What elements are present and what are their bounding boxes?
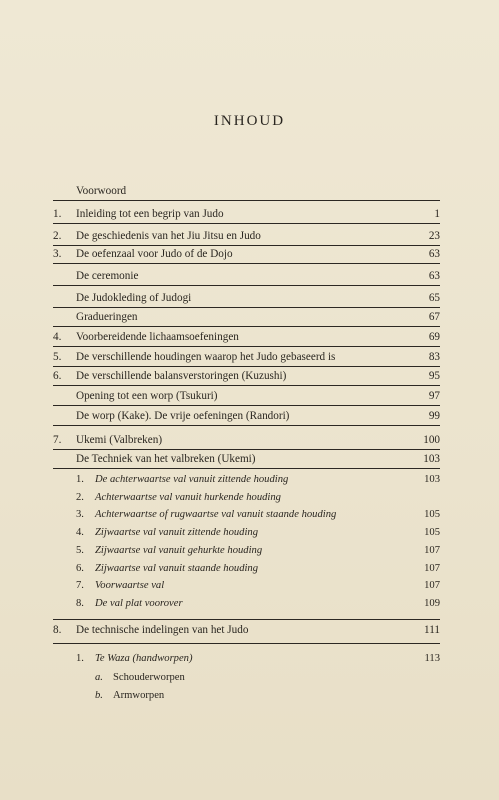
divider-top <box>53 200 440 201</box>
toc-entry <box>0 290 499 306</box>
fall-title: Achterwaartse of rugwaartse val vanuit staande houding <box>95 509 337 520</box>
divider <box>53 425 440 426</box>
entry-title: De ceremonie <box>76 270 139 282</box>
entry-page: 97 <box>428 390 440 402</box>
fall-title: De achterwaartse val vanuit zittende houding <box>95 474 289 485</box>
fall-page: 103 <box>424 474 440 485</box>
entry-number: 7. <box>53 434 62 446</box>
entry-number: 8. <box>53 624 62 636</box>
fall-number: 8. <box>76 598 84 609</box>
entry-page: 103 <box>423 453 440 465</box>
entry-title: De Judokleding of Judogi <box>76 292 192 304</box>
divider <box>53 263 440 264</box>
divider <box>53 468 440 469</box>
entry-number: 5. <box>53 351 62 363</box>
fall-entry <box>0 472 499 488</box>
toc-entry <box>0 329 499 345</box>
entry-number: 6. <box>53 370 62 382</box>
toc-entry <box>0 349 499 365</box>
sub-item-letter: b. <box>95 690 103 701</box>
entry-title: De Techniek van het valbreken (Ukemi) <box>76 453 256 465</box>
fall-title: Zijwaartse val vanuit gehurkte houding <box>95 545 263 556</box>
divider <box>53 285 440 286</box>
divider <box>53 619 440 620</box>
entry-page: 83 <box>428 351 440 363</box>
entry-page: 67 <box>428 311 440 323</box>
entry-title: De worp (Kake). De vrije oefeningen (Randori) <box>76 410 290 422</box>
entry-title: De technische indelingen van het Judo <box>76 624 249 636</box>
fall-page: 107 <box>424 545 440 556</box>
fall-entry <box>0 578 499 594</box>
entry-title: De verschillende balansverstoringen (Kuzushi) <box>76 370 287 382</box>
fall-entry <box>0 490 499 506</box>
entry-page: 69 <box>428 331 440 343</box>
divider <box>53 307 440 308</box>
entry-number: 2. <box>53 230 62 242</box>
entry-title: De geschiedenis van het Jiu Jitsu en Judo <box>76 230 261 242</box>
toc-entry <box>0 451 499 467</box>
entry-title: De verschillende houdingen waarop het Judo gebaseerd is <box>76 351 336 363</box>
fall-number: 4. <box>76 527 84 538</box>
fall-title: Zijwaartse val vanuit zittende houding <box>95 527 259 538</box>
divider <box>53 223 440 224</box>
sub-item-letter: a. <box>95 672 103 683</box>
entry-title: Gradueringen <box>76 311 138 323</box>
entry-title: Ukemi (Valbreken) <box>76 434 163 446</box>
fall-entry <box>0 561 499 577</box>
toc-entry <box>0 408 499 424</box>
divider <box>53 385 440 386</box>
fall-page: 107 <box>424 580 440 591</box>
toc-entry <box>0 228 499 244</box>
divider <box>53 643 440 644</box>
sub-item-title: Armworpen <box>113 690 165 701</box>
toc-entry <box>0 206 499 222</box>
entry-title: Inleiding tot een begrip van Judo <box>76 208 224 220</box>
sub-item-title: Schouderworpen <box>113 672 185 683</box>
entry-page: 95 <box>428 370 440 382</box>
entry-number: 1. <box>53 208 62 220</box>
fall-entry <box>0 507 499 523</box>
fall-number: 3. <box>76 509 84 520</box>
entry-page: 111 <box>424 624 440 636</box>
fall-number: 6. <box>76 563 84 574</box>
entry-title: Voorbereidende lichaamsoefeningen <box>76 331 239 343</box>
fall-number: 2. <box>76 492 84 503</box>
sub-item <box>0 688 499 704</box>
fall-number: 1. <box>76 474 84 485</box>
entry-page: 99 <box>428 410 440 422</box>
subsection-number: 1. <box>76 653 84 664</box>
fall-number: 7. <box>76 580 84 591</box>
fall-title: De val plat voorover <box>95 598 183 609</box>
fall-entry <box>0 543 499 559</box>
entry-page: 1 <box>434 208 440 220</box>
toc-entry <box>0 368 499 384</box>
divider <box>53 405 440 406</box>
fall-entry <box>0 525 499 541</box>
fall-page: 109 <box>424 598 440 609</box>
entry-number: 3. <box>53 248 62 260</box>
entry-page: 65 <box>428 292 440 304</box>
fall-entry <box>0 596 499 612</box>
entry-number: 4. <box>53 331 62 343</box>
fall-title: Voorwaartse val <box>95 580 165 591</box>
toc-entry <box>0 268 499 284</box>
entry-title: Opening tot een worp (Tsukuri) <box>76 390 218 402</box>
toc-entry <box>0 388 499 404</box>
toc-entry <box>0 309 499 325</box>
sub-item <box>0 670 499 686</box>
fall-title: Achterwaartse val vanuit hurkende houding <box>95 492 281 503</box>
fall-title: Zijwaartse val vanuit staande houding <box>95 563 259 574</box>
divider <box>53 449 440 450</box>
subsection-title: Te Waza (handworpen) <box>95 653 193 664</box>
toc-entry <box>0 246 499 262</box>
divider <box>53 326 440 327</box>
foreword-row <box>0 183 499 199</box>
fall-page: 107 <box>424 563 440 574</box>
toc-entry <box>0 622 499 638</box>
fall-page: 105 <box>424 527 440 538</box>
fall-number: 5. <box>76 545 84 556</box>
subsection-entry <box>0 651 499 667</box>
entry-page: 100 <box>423 434 440 446</box>
subsection-page: 113 <box>424 653 440 664</box>
divider <box>53 366 440 367</box>
foreword-label: Voorwoord <box>76 185 127 197</box>
toc-entry <box>0 432 499 448</box>
entry-page: 63 <box>428 248 440 260</box>
page-title: INHOUD <box>213 113 286 129</box>
entry-page: 23 <box>428 230 440 242</box>
entry-page: 63 <box>428 270 440 282</box>
fall-page: 105 <box>424 509 440 520</box>
divider <box>53 346 440 347</box>
entry-title: De oefenzaal voor Judo of de Dojo <box>76 248 233 260</box>
